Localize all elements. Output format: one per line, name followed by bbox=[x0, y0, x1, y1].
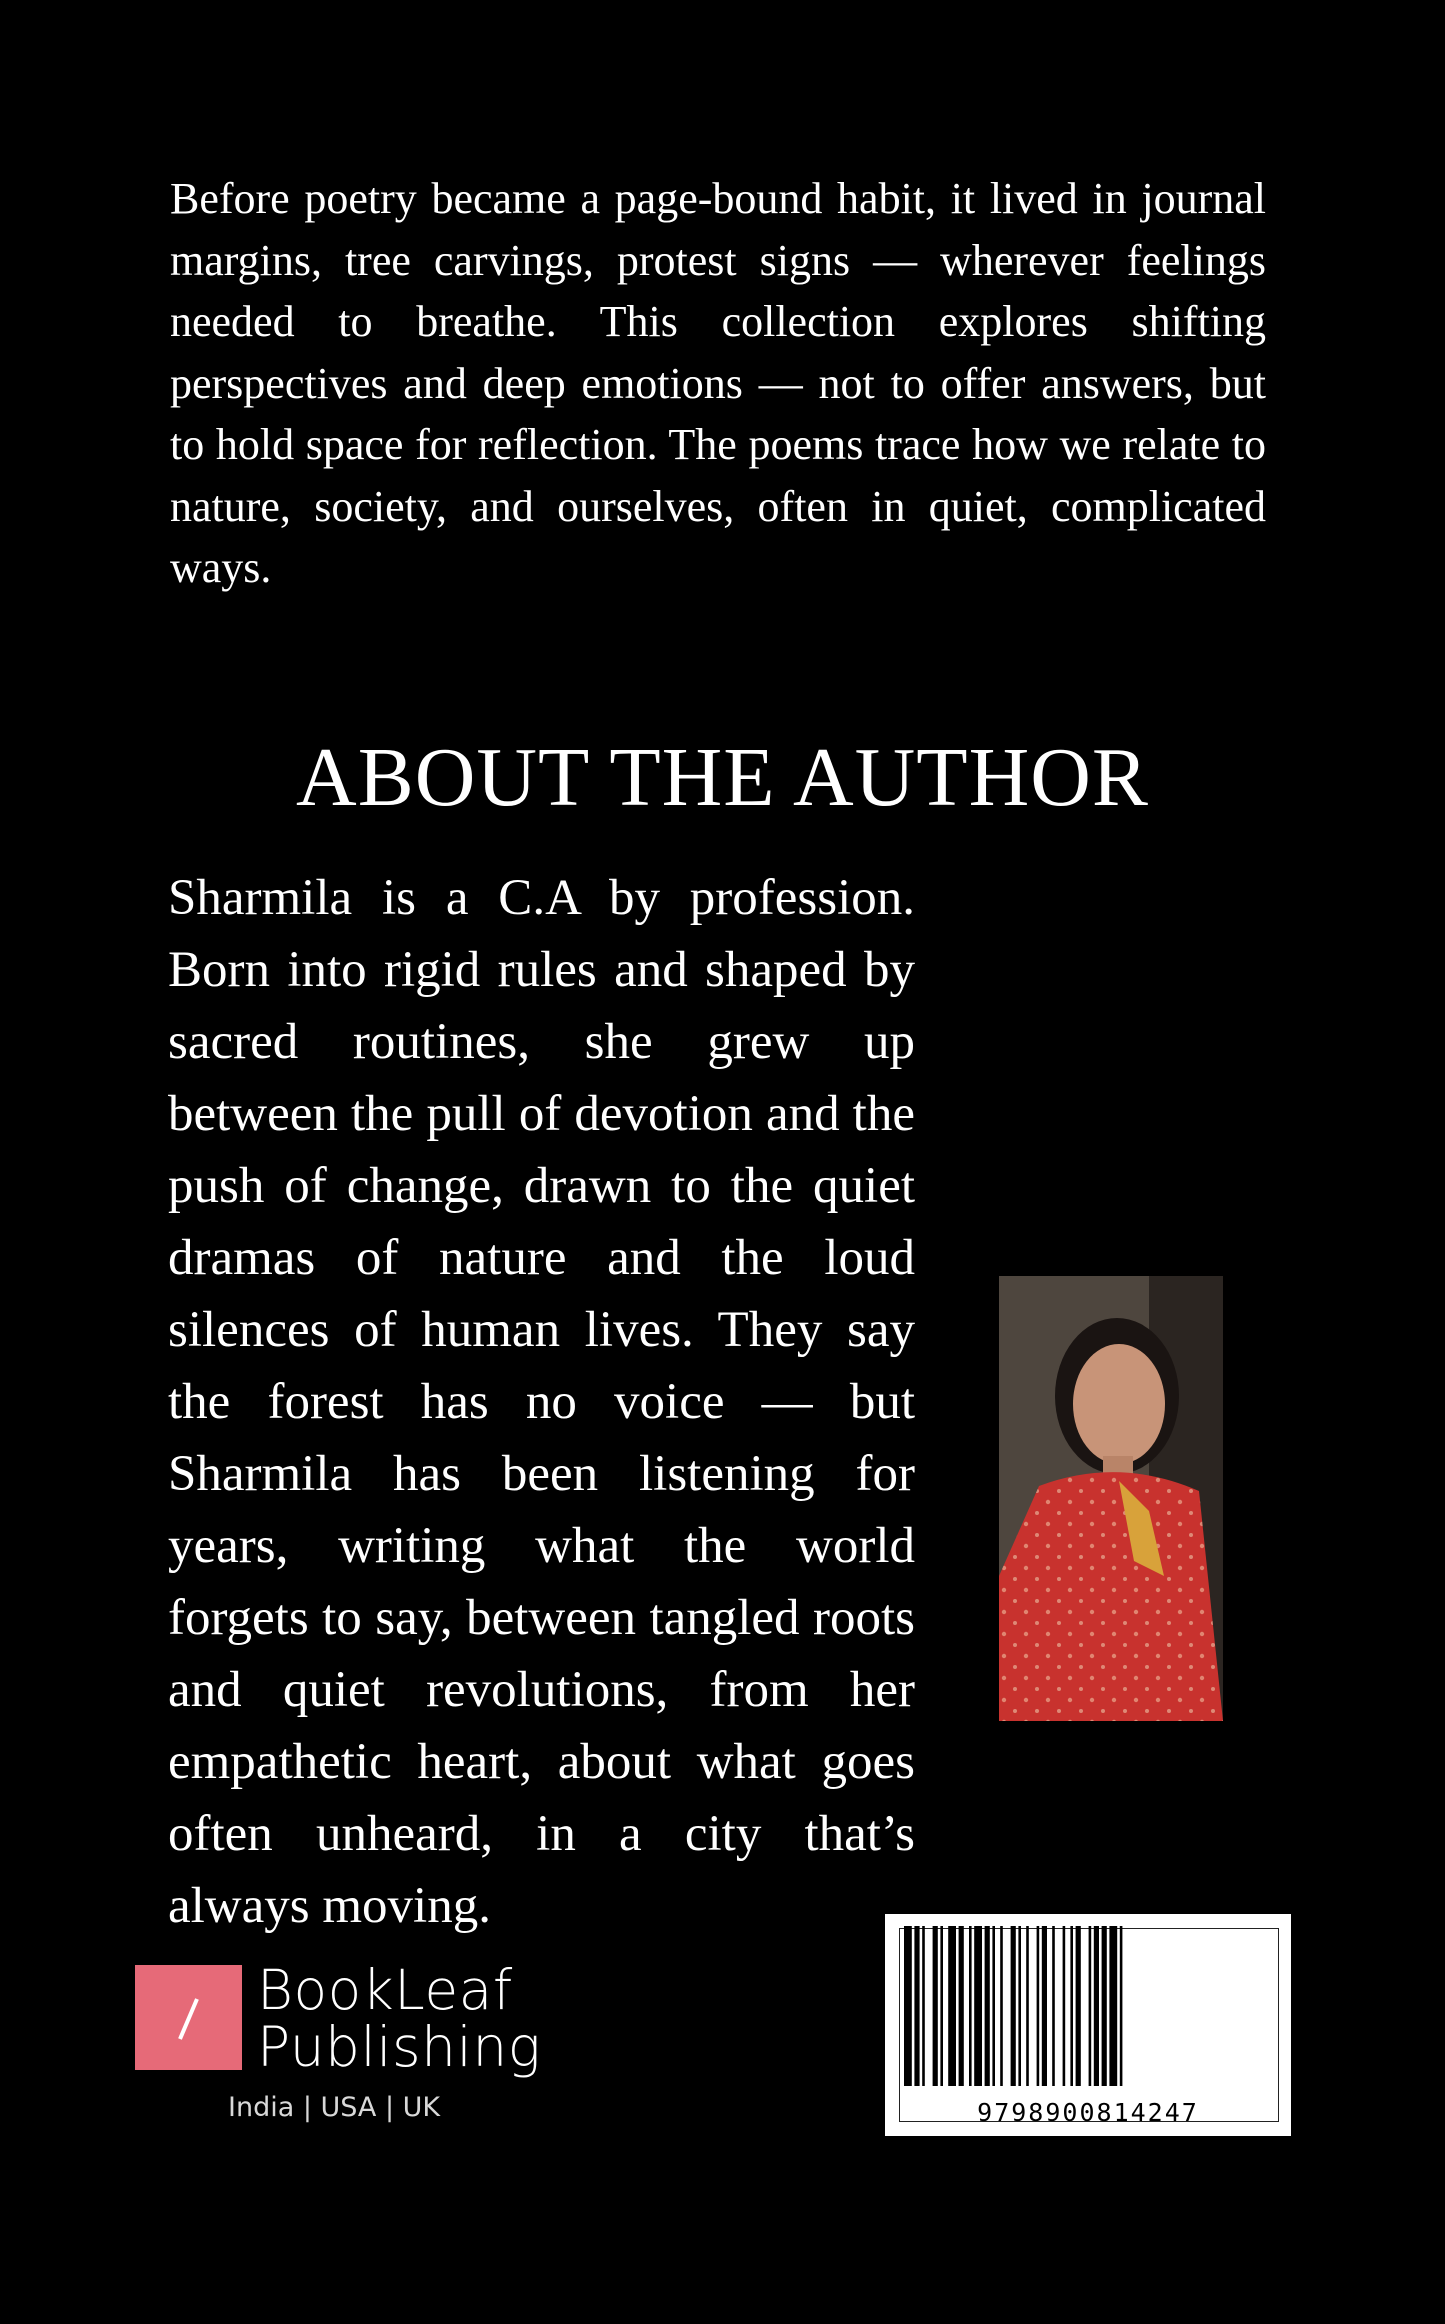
barcode-bar bbox=[1089, 1926, 1092, 2086]
barcode-bar bbox=[1063, 1926, 1066, 2086]
bookleaf-slash-icon bbox=[135, 1965, 242, 2070]
author-bio: Sharmila is a C.A by profession. Born into rigid rules and shaped by sacred routines, she grew up between the pull of devotion and the push of change, drawn to the quiet dramas of nature and the loud silences of human lives. They say the forest has no voice — but Sharmila has been listening for years, writing what the world forgets to say, between tangled roots and quiet revolutions, from her empathetic heart, about what goes often unheard, in a city that’s always moving. bbox=[168, 870, 915, 1934]
back-cover-blurb: Before poetry became a page-bound habit, it lived in journal margins, tree carvings, protest signs — wherever feelings needed to breathe. This collection explores shifting perspectives and deep emotions — not to offer answers, but to hold space for reflection. The poems trace how we relate to nature, society, and ourselves, often in quiet, complicated ways. bbox=[170, 174, 1266, 592]
barcode-bar bbox=[1026, 1926, 1029, 2086]
barcode-bar bbox=[914, 1926, 919, 2086]
barcode-bar bbox=[1042, 1926, 1047, 2086]
publisher-logo bbox=[135, 1958, 555, 2142]
isbn-number: 9798900814247 bbox=[977, 2098, 1199, 2127]
barcode-bar bbox=[1011, 1926, 1016, 2086]
barcode-bar bbox=[933, 1926, 938, 2086]
barcode-bar bbox=[948, 1926, 956, 2086]
barcode-bar bbox=[1094, 1926, 1099, 2086]
publisher-name-line2: Publishing bbox=[257, 2015, 542, 2079]
publisher-regions: India | USA | UK bbox=[228, 2092, 441, 2123]
author-photo bbox=[999, 1276, 1223, 1721]
barcode-bar bbox=[985, 1926, 990, 2086]
barcode-bar bbox=[1018, 1926, 1021, 2086]
isbn-barcode bbox=[885, 1914, 1291, 2136]
barcode-bar bbox=[959, 1926, 964, 2086]
barcode-bar bbox=[922, 1926, 925, 2086]
barcode-bar bbox=[1076, 1926, 1081, 2086]
barcode-bar bbox=[1120, 1926, 1123, 2086]
barcode-bars bbox=[898, 1926, 1278, 2096]
barcode-bar bbox=[1070, 1926, 1073, 2086]
barcode-bar bbox=[974, 1926, 982, 2086]
barcode-bar bbox=[992, 1926, 995, 2086]
barcode-bar bbox=[1109, 1926, 1117, 2086]
barcode-bar bbox=[1000, 1926, 1003, 2086]
publisher-name bbox=[257, 1958, 542, 2079]
barcode-bar bbox=[904, 1926, 912, 2086]
barcode-bar bbox=[969, 1926, 972, 2086]
barcode-bar bbox=[1052, 1926, 1055, 2086]
about-the-author-heading: ABOUT THE AUTHOR bbox=[296, 731, 1149, 824]
publisher-name-line1: BookLeaf bbox=[257, 1958, 513, 2022]
barcode-bar bbox=[940, 1926, 943, 2086]
barcode-bar bbox=[1102, 1926, 1107, 2086]
barcode-bar bbox=[1037, 1926, 1040, 2086]
